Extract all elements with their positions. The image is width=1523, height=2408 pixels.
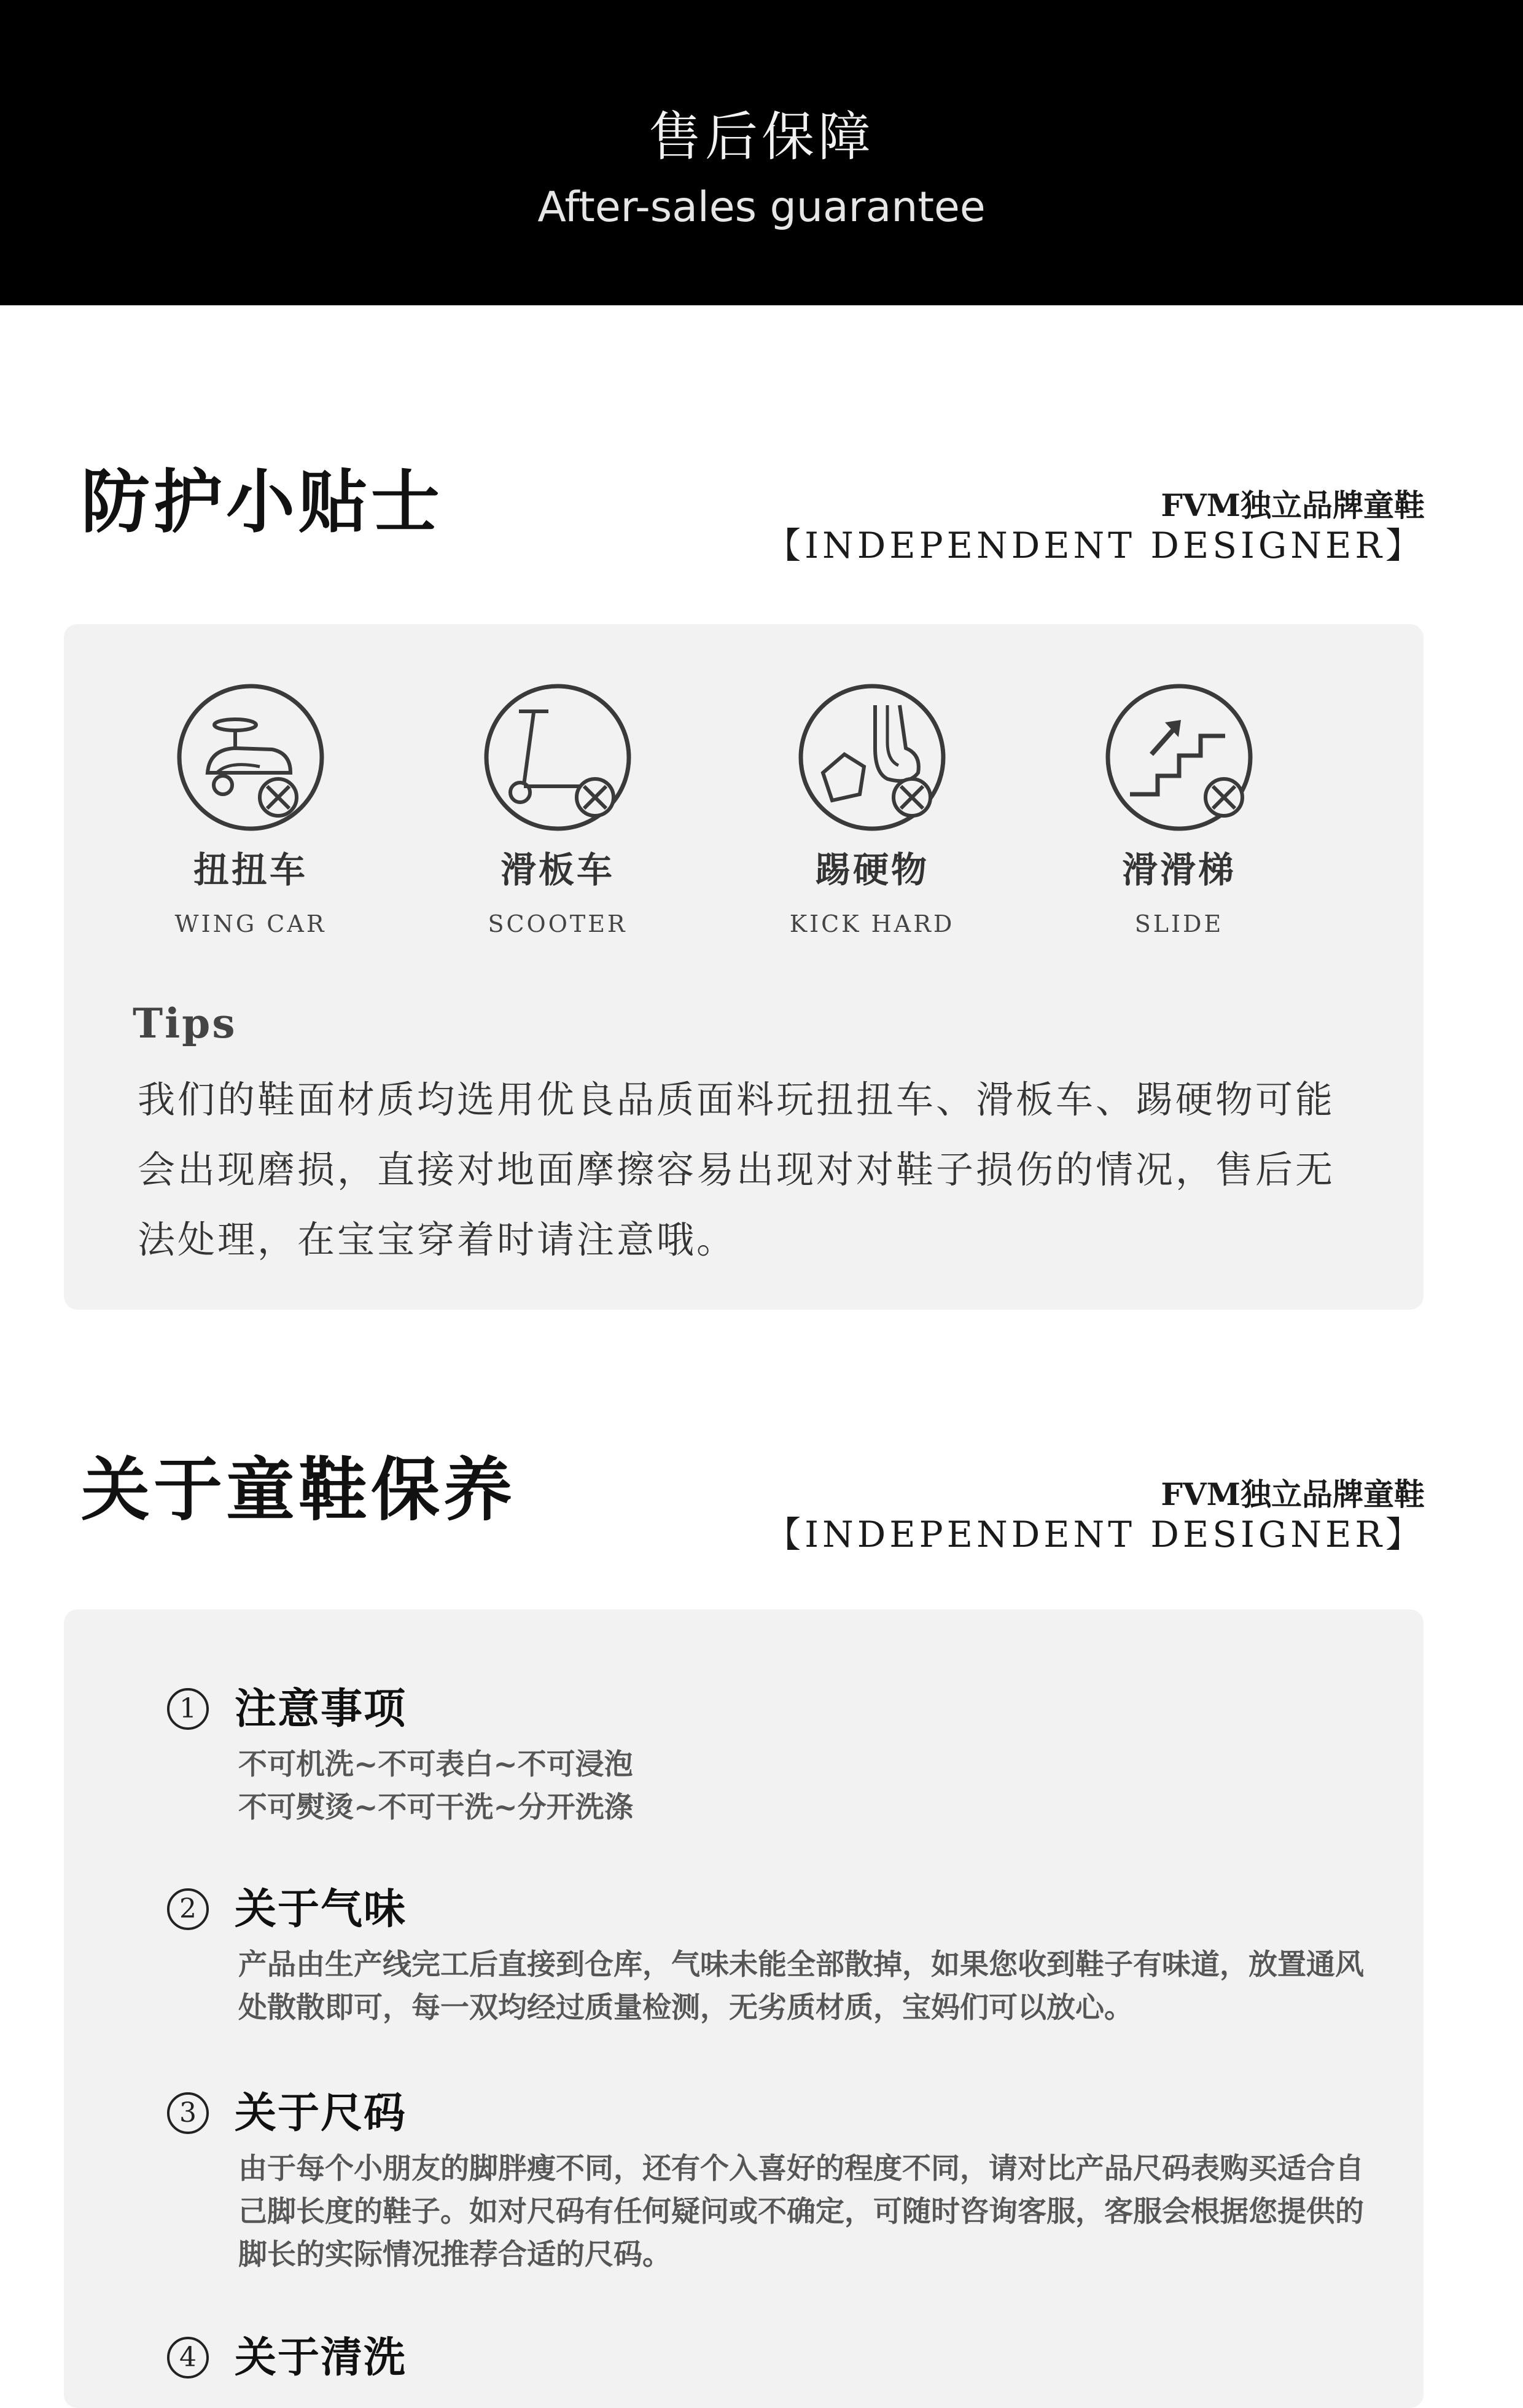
care-item-body: 产品由生产线完工后直接到仓库，气味未能全部散掉，如果您收到鞋子有味道，放置通风 处散散即可，每一双均经过质量检测，无劣质材质，宝妈们可以放心。: [238, 1948, 1364, 2025]
care-item-body: 不可机洗~不可表白~不可浸泡 不可熨烫~不可干洗~分开洗涤: [238, 1748, 633, 1824]
icon-item-wing-car: [122, 681, 380, 939]
icon-label-en: SCOOTER: [488, 910, 628, 937]
scooter-icon: [481, 681, 634, 834]
icon-label-en: WING CAR: [174, 910, 327, 937]
protection-card: [64, 624, 1424, 1310]
icon-item-scooter: [429, 681, 687, 939]
item-number: 1: [167, 1688, 209, 1730]
care-item-title: 关于气味: [235, 1885, 407, 1934]
care-item-body: 由于每个小朋友的脚胖瘦不同，还有个入喜好的程度不同，请对比产品尺码表购买适合自 己脚长度的鞋子。如对尺码有任何疑问或不确定，可随时咨询客服，客服会根据您提供的 脚长的实际情况推荐合适的尺码。: [238, 2152, 1364, 2272]
brand-tagline: 【INDEPENDENT DESIGNER】: [765, 525, 1425, 566]
wing-car-icon: [174, 681, 327, 834]
brand-name: FVM独立品牌童鞋: [1161, 1476, 1425, 1512]
protection-heading: 防护小贴士: [81, 463, 443, 542]
icon-label-en: KICK HARD: [789, 910, 955, 937]
care-card: [64, 1609, 1424, 2408]
icon-label-zh: 扭扭车: [193, 849, 308, 891]
care-item-title: 注意事项: [235, 1684, 407, 1734]
care-brand: [765, 1476, 1425, 1555]
care-heading: 关于童鞋保养: [81, 1450, 516, 1530]
item-number: 3: [167, 2092, 209, 2134]
tips-label: Tips: [133, 999, 237, 1047]
brand-tagline: 【INDEPENDENT DESIGNER】: [765, 1514, 1425, 1555]
brand-name: FVM独立品牌童鞋: [1161, 487, 1425, 523]
hero-subtitle: After-sales guarantee: [537, 183, 986, 232]
care-item-title: 关于清洗: [235, 2333, 407, 2382]
icon-label-zh: 踢硬物: [814, 849, 929, 891]
hero-title: 售后保障: [649, 106, 874, 168]
icon-item-slide: [1050, 681, 1308, 939]
icon-item-kick-hard: [743, 681, 1001, 939]
protection-brand: [765, 487, 1425, 566]
icon-label-en: SLIDE: [1134, 910, 1224, 937]
hero-banner: [0, 0, 1523, 305]
icon-label-zh: 滑板车: [500, 849, 615, 891]
slide-icon: [1102, 681, 1256, 834]
icon-label-zh: 滑滑梯: [1121, 849, 1236, 891]
tips-text: 我们的鞋面材质均选用优良品质面料玩扭扭车、滑板车、踢硬物可能会出现磨损，直接对地面摩擦容易出现对对鞋子损伤的情况，售后无法处理，在宝宝穿着时请注意哦。: [138, 1078, 1336, 1262]
kick-hard-icon: [795, 681, 949, 834]
care-item-title: 关于尺码: [235, 2089, 407, 2138]
item-number: 2: [167, 1888, 209, 1930]
item-number: 4: [167, 2337, 209, 2379]
